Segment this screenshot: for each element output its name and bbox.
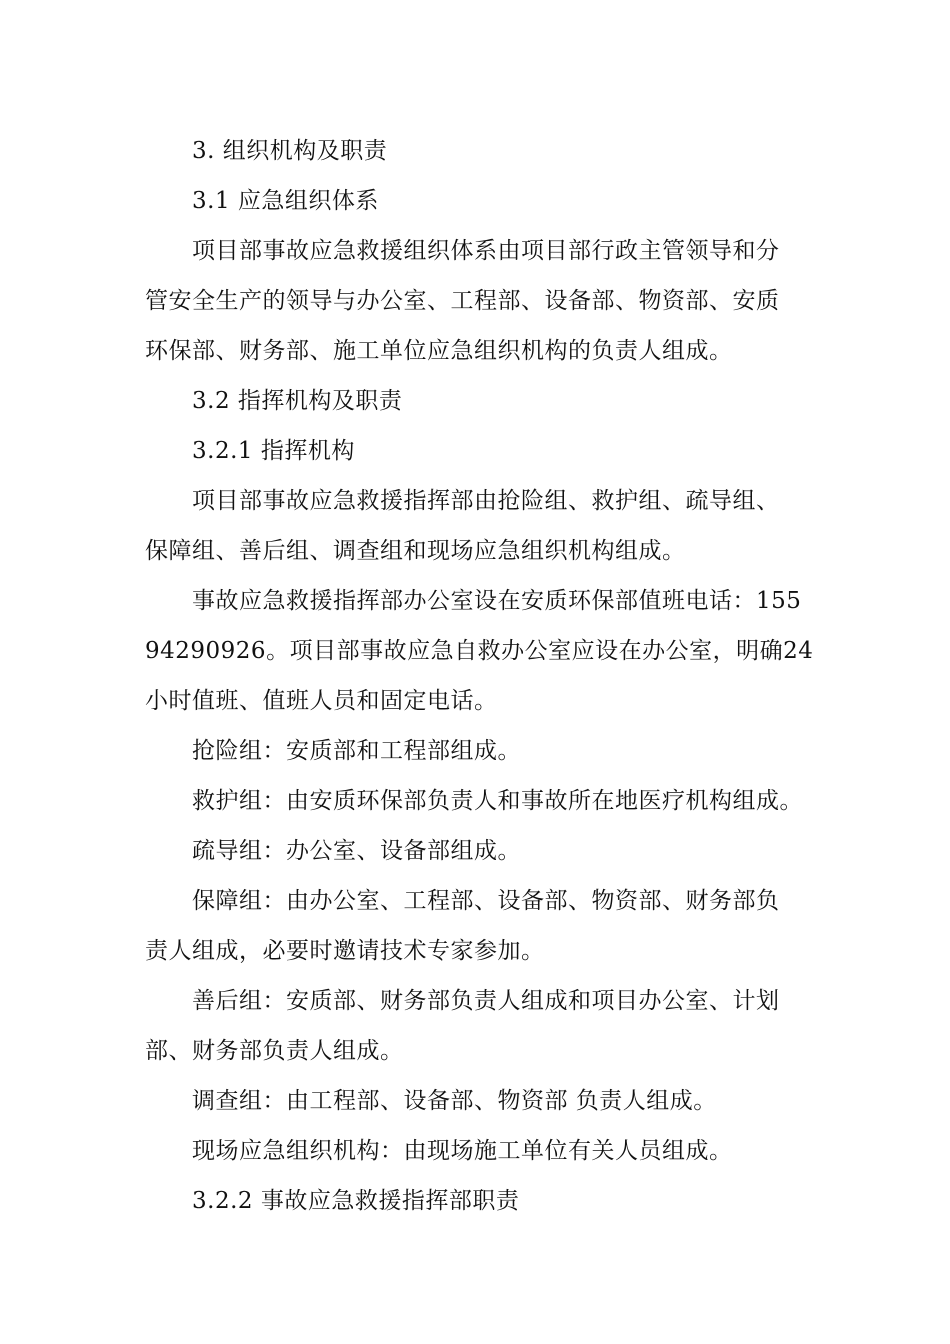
paragraph-line: 94290926。项目部事故应急自救办公室应设在办公室，明确24 (145, 638, 814, 664)
paragraph-line: 事故应急救援指挥部办公室设在安质环保部值班电话：155 (192, 588, 802, 614)
paragraph-line: 环保部、财务部、施工单位应急组织机构的负责人组成。 (145, 338, 733, 364)
section-heading-3-2-2: 3.2.2 事故应急救援指挥部职责 (192, 1188, 520, 1214)
section-heading-3-1: 3.1 应急组织体系 (192, 188, 379, 214)
paragraph-line: 现场应急组织机构：由现场施工单位有关人员组成。 (192, 1138, 733, 1164)
section-heading-3-2: 3.2 指挥机构及职责 (192, 388, 403, 414)
paragraph-line: 保障组、善后组、调查组和现场应急组织机构组成。 (145, 538, 686, 564)
paragraph-line: 抢险组：安质部和工程部组成。 (192, 738, 521, 764)
paragraph-line: 疏导组：办公室、设备部组成。 (192, 838, 521, 864)
paragraph-line: 保障组：由办公室、工程部、设备部、物资部、财务部负 (192, 888, 780, 914)
paragraph-line: 项目部事故应急救援指挥部由抢险组、救护组、疏导组、 (192, 488, 780, 514)
paragraph-line: 部、财务部负责人组成。 (145, 1038, 404, 1064)
paragraph-line: 管安全生产的领导与办公室、工程部、设备部、物资部、安质 (145, 288, 780, 314)
section-heading-3-2-1: 3.2.1 指挥机构 (192, 438, 355, 464)
paragraph-line: 救护组：由安质环保部负责人和事故所在地医疗机构组成。 (192, 788, 803, 814)
paragraph-line: 小时值班、值班人员和固定电话。 (145, 688, 498, 714)
paragraph-line: 责人组成，必要时邀请技术专家参加。 (145, 938, 545, 964)
paragraph-line: 善后组：安质部、财务部负责人组成和项目办公室、计划 (192, 988, 780, 1014)
paragraph-line: 调查组：由工程部、设备部、物资部 负责人组成。 (192, 1088, 717, 1114)
paragraph-line: 项目部事故应急救援组织体系由项目部行政主管领导和分 (192, 238, 780, 264)
section-heading-3: 3. 组织机构及职责 (192, 138, 388, 164)
